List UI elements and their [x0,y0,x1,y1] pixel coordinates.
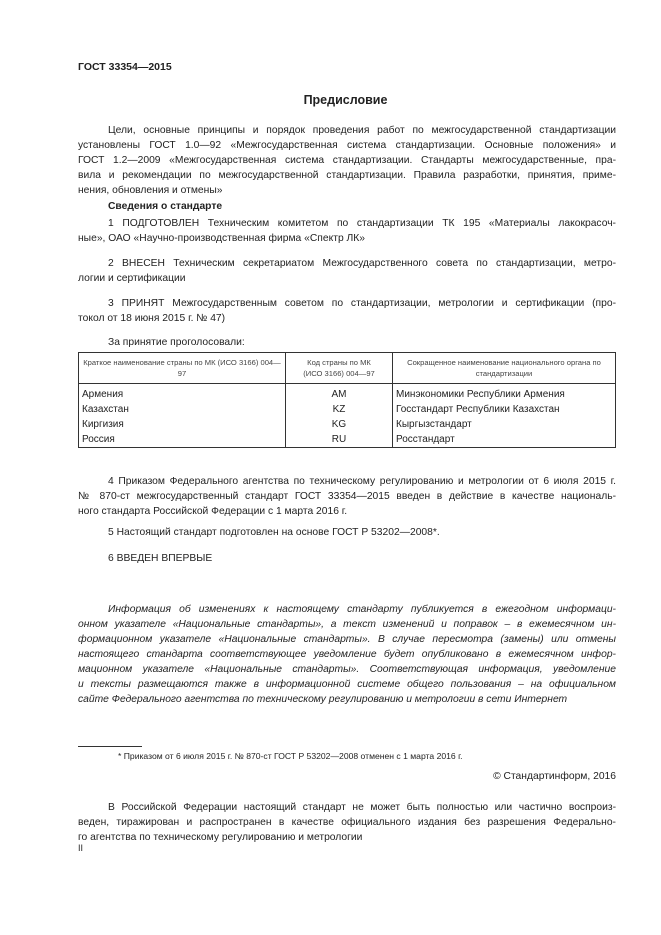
paragraph-2 [78,256,616,286]
intro-paragraph [78,123,616,198]
table-cell: Армения [79,384,286,403]
rights-paragraph [78,800,616,845]
table-cell: AM [286,384,393,403]
text-line: настоящего стандарта соответствующее уведомление будет опубликовано в ежемесячном инфор- [78,649,616,660]
text-line: 3 ПРИНЯТ Межгосударственным советом по стандартизации, метрологии и сертификации (про- [108,298,616,309]
section-title: Сведения о стандарте [108,201,223,212]
text-line: В Российской Федерации настоящий стандарт не может быть полностью или частично воспроиз- [108,802,616,813]
footnote: * Приказом от 6 июля 2015 г. № 870-ст ГОСТ Р 53202—2008 отменен с 1 марта 2016 г. [118,751,463,761]
table-cell: Госстандарт Республики Казахстан [393,402,616,417]
text-line: мационном указателе «Национальные стандарты». Соответствующая информация, уведомление [78,664,616,675]
text-line: формационном указателе «Национальные стандарты». В случае пересмотра (замены) или отмены [78,634,616,645]
table-cell: Росстандарт [393,432,616,448]
table-cell: RU [286,432,393,448]
table-cell: Минэкономики Республики Армения [393,384,616,403]
column-header: Код страны по МК (ИСО 3166) 004—97 [286,353,393,384]
vote-table-wrap [78,352,616,448]
text-line: 2 ВНЕСЕН Техническим секретариатом Межгосударственного совета по стандартизации, метро- [108,258,616,269]
text-line: ГОСТ 1.2—2009 «Межгосударственная система стандартизации. Стандарты межгосударственные, пра- [78,155,616,166]
text-line: логии и сертификации [78,273,186,284]
table-cell: Россия [79,432,286,448]
table-row [79,402,616,417]
page-number: II [78,843,84,853]
column-header: Краткое наименование страны по МК (ИСО 3166) 004—97 [79,353,286,384]
table-row [79,417,616,432]
paragraph-4 [78,474,616,519]
text-line: ные», ОАО «Научно-производственная фирма «Спектр ЛК» [78,233,366,244]
text-line: и тексты размещаются также в информационной системе общего пользования – на официальном [78,679,616,690]
info-paragraph [78,602,616,707]
text-line: № 870-ст межгосударственный стандарт ГОСТ 33354—2015 введен в действие в качестве националь- [78,491,616,502]
table-cell: Киргизия [79,417,286,432]
document-header: ГОСТ 33354—2015 [78,61,172,73]
text-line: Информация об изменениях к настоящему стандарту публикуется в ежегодном информаци- [108,604,616,615]
text-line: вила и рекомендации по межгосударственной стандартизации. Правила разработки, принятия, приме- [78,170,616,181]
text-line: 1 ПОДГОТОВЛЕН Техническим комитетом по стандартизации ТК 195 «Материалы лакокрасоч- [108,218,616,229]
page-title: Предисловие [303,93,388,107]
text-line: ного стандарта Российской Федерации с 1 марта 2016 г. [78,506,348,517]
table-row [79,432,616,448]
paragraph-6: 6 ВВЕДЕН ВПЕРВЫЕ [108,553,213,564]
column-header: Сокращенное наименование национального органа по стандартизации [393,353,616,384]
text-line: нения, обновления и отмены» [78,185,223,196]
footnote-divider [78,746,142,747]
text-line: 4 Приказом Федерального агентства по техническому регулированию и метрологии от 6 июля 2015 г. [108,476,616,487]
table-cell: Казахстан [79,402,286,417]
vote-table [78,352,616,448]
text-line: Цели, основные принципы и порядок проведения работ по межгосударственной стандартизации [108,125,616,136]
copyright: © Стандартинформ, 2016 [493,771,616,782]
paragraph-3 [78,296,616,326]
paragraph-5: 5 Настоящий стандарт подготовлен на основе ГОСТ Р 53202—2008*. [108,527,440,538]
text-line: веден, тиражирован и распространен в качестве официального издания без разрешения Федерально- [78,817,616,828]
table-cell: Кыргызстандарт [393,417,616,432]
text-line: токол от 18 июня 2015 г. № 47) [78,313,226,324]
text-line: го агентства по техническому регулированию и метрологии [78,832,363,843]
table-cell: KG [286,417,393,432]
vote-label: За принятие проголосовали: [108,337,245,348]
text-line: установлены ГОСТ 1.0—92 «Межгосударственная система стандартизации. Основные положения» и [78,140,616,151]
text-line: онном указателе «Национальные стандарты», а текст изменений и поправок – в ежемесячном ин- [78,619,616,630]
table-row [79,384,616,403]
table-cell: KZ [286,402,393,417]
text-line: сайте Федерального агентства по техническому регулированию и метрологии в сети Интернет [78,694,568,705]
paragraph-1 [78,216,616,246]
